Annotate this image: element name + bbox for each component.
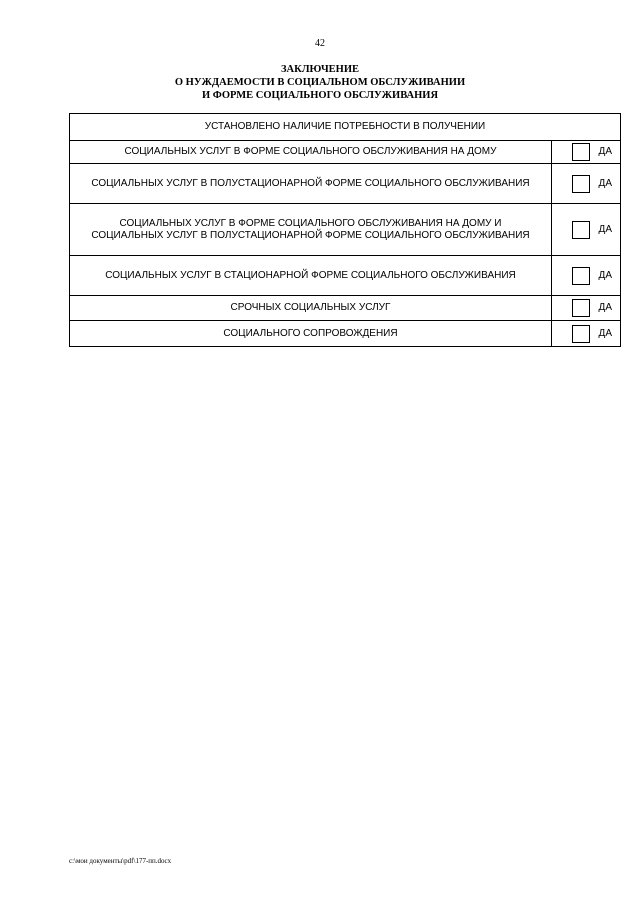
service-label: СРОЧНЫХ СОЦИАЛЬНЫХ УСЛУГ bbox=[70, 296, 552, 321]
table-row bbox=[70, 321, 621, 347]
yes-checkbox[interactable] bbox=[572, 175, 590, 193]
check-cell bbox=[551, 296, 620, 321]
yes-label: ДА bbox=[598, 327, 612, 339]
table-row bbox=[70, 296, 621, 321]
table-row bbox=[70, 164, 621, 204]
table-row bbox=[70, 256, 621, 296]
service-label: СОЦИАЛЬНЫХ УСЛУГ В ПОЛУСТАЦИОНАРНОЙ ФОРМЕ СОЦИАЛЬНОГО ОБСЛУЖИВАНИЯ bbox=[70, 164, 552, 204]
yes-checkbox[interactable] bbox=[572, 143, 590, 161]
yes-label: ДА bbox=[598, 146, 612, 157]
title-line: И ФОРМЕ СОЦИАЛЬНОГО ОБСЛУЖИВАНИЯ bbox=[201, 90, 439, 101]
footer-file-path: c:\мои документы\pdf\177-пп.docx bbox=[69, 857, 172, 865]
yes-label: ДА bbox=[598, 223, 612, 235]
check-cell bbox=[551, 164, 620, 204]
document-title bbox=[0, 63, 640, 102]
title-line: О НУЖДАЕМОСТИ В СОЦИАЛЬНОМ ОБСЛУЖИВАНИИ bbox=[174, 77, 466, 88]
check-cell bbox=[551, 321, 620, 347]
yes-label: ДА bbox=[598, 269, 612, 281]
table-row bbox=[70, 204, 621, 256]
service-label: СОЦИАЛЬНЫХ УСЛУГ В СТАЦИОНАРНОЙ ФОРМЕ СОЦИАЛЬНОГО ОБСЛУЖИВАНИЯ bbox=[70, 256, 552, 296]
check-cell bbox=[551, 141, 620, 164]
check-cell bbox=[551, 204, 620, 256]
needs-table bbox=[69, 113, 621, 347]
yes-checkbox[interactable] bbox=[572, 325, 590, 343]
check-cell bbox=[551, 256, 620, 296]
yes-checkbox[interactable] bbox=[572, 221, 590, 239]
title-line: ЗАКЛЮЧЕНИЕ bbox=[280, 64, 360, 75]
page-number: 42 bbox=[315, 38, 325, 49]
service-label: СОЦИАЛЬНЫХ УСЛУГ В ФОРМЕ СОЦИАЛЬНОГО ОБСЛУЖИВАНИЯ НА ДОМУ И СОЦИАЛЬНЫХ УСЛУГ В ПОЛУСТАЦИОНАРНОЙ ФОРМЕ СОЦИАЛЬНОГО ОБСЛУЖИВАНИЯ bbox=[70, 204, 552, 256]
yes-label: ДА bbox=[598, 177, 612, 189]
table-row bbox=[70, 141, 621, 164]
yes-checkbox[interactable] bbox=[572, 299, 590, 317]
service-label: СОЦИАЛЬНЫХ УСЛУГ В ФОРМЕ СОЦИАЛЬНОГО ОБСЛУЖИВАНИЯ НА ДОМУ bbox=[70, 141, 552, 164]
table-header: УСТАНОВЛЕНО НАЛИЧИЕ ПОТРЕБНОСТИ В ПОЛУЧЕНИИ bbox=[70, 114, 621, 141]
table-header-row bbox=[70, 114, 621, 141]
yes-label: ДА bbox=[598, 302, 612, 313]
yes-checkbox[interactable] bbox=[572, 267, 590, 285]
service-label: СОЦИАЛЬНОГО СОПРОВОЖДЕНИЯ bbox=[70, 321, 552, 347]
